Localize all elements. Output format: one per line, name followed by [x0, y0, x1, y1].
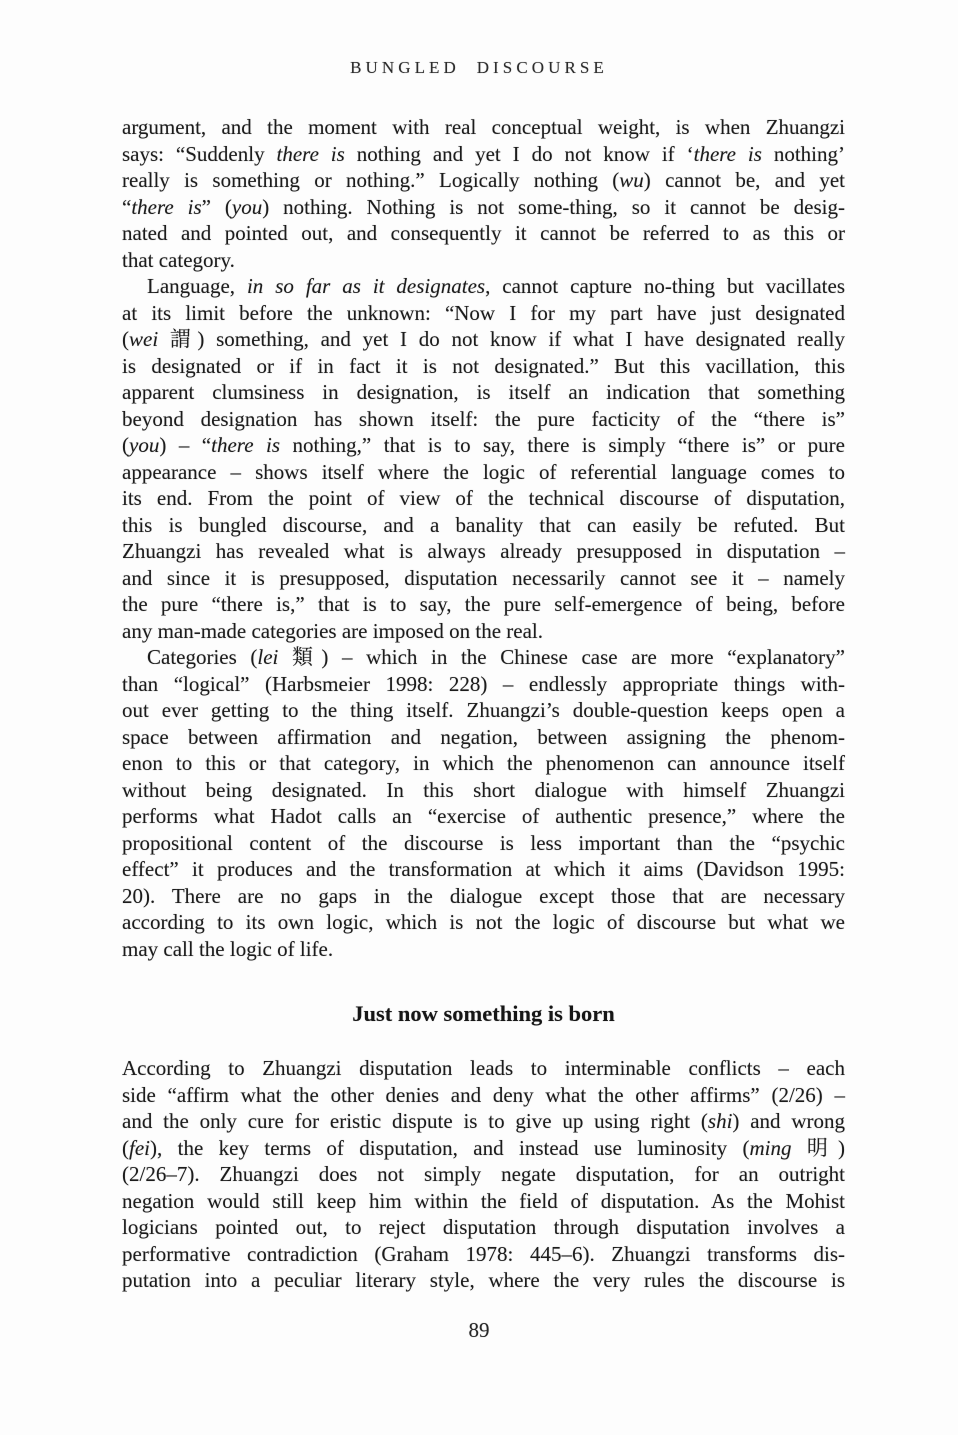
italic-text: ming — [749, 1135, 792, 1160]
body-text: logicians pointed out, to reject disputation through disputation involves a — [122, 1215, 845, 1239]
text-line — [122, 671, 845, 698]
text-line — [122, 1214, 845, 1241]
text-line — [122, 1241, 845, 1268]
body-text: and since it is presupposed, disputation necessarily cannot see it – namely — [122, 565, 845, 590]
body-text: 類) – which in the Chinese case are more “explanatory” — [278, 645, 845, 669]
body-text: (2/26–7). Zhuangzi does not simply negate disputation, for an outright — [122, 1162, 845, 1186]
italic-text: fei — [129, 1135, 150, 1160]
page-number: 89 — [468, 1318, 490, 1342]
paragraph — [122, 1055, 845, 1294]
text-line — [122, 883, 845, 910]
italic-text: there is — [693, 141, 762, 166]
body-text: beyond designation has shown itself: the pure facticity of the “there is” — [122, 406, 845, 431]
text-line — [122, 141, 845, 168]
text-line — [122, 936, 845, 963]
text-line — [122, 459, 845, 486]
body-text: its end. From the point of view of the technical discourse of disputation, — [122, 486, 845, 510]
body-text: that category. — [122, 247, 235, 272]
body-text: performative contradiction (Graham 1978: 445–6). Zhuangzi transforms dis- — [122, 1241, 845, 1266]
text-line — [122, 565, 845, 592]
body-text: nothing,” that is to say, there is simply “there is” or pure — [280, 433, 845, 457]
body-text: Zhuangzi has revealed what is always already presupposed in disputation – — [122, 539, 845, 563]
body-text: ) – “ — [159, 433, 212, 457]
text-line — [122, 1267, 845, 1294]
paragraph — [122, 273, 845, 644]
body-text: 20). There are no gaps in the dialogue except those that are necessary — [122, 883, 845, 908]
text-line — [122, 591, 845, 618]
section-heading: Just now something is born — [352, 1001, 615, 1026]
page-body — [122, 114, 845, 1294]
body-text: enon to this or that category, in which the phenomenon can announce itself — [122, 751, 845, 775]
body-text: and the only cure for eristic dispute is to give up using right ( — [122, 1109, 708, 1133]
italic-text: you — [231, 194, 263, 219]
body-text: ( — [122, 1135, 129, 1160]
body-text: Categories ( — [147, 645, 258, 669]
body-text: ) cannot be, and yet — [643, 168, 845, 192]
body-text: is designated or if in fact it is not designated.” But this vacillation, this — [122, 353, 845, 378]
body-text: ) nothing. Nothing is not some-thing, so it cannot be desig- — [262, 194, 845, 219]
body-text: space between affirmation and negation, between assigning the phenom- — [122, 724, 845, 749]
body-text: the pure “there is,” that is to say, the pure self-emergence of being, before — [122, 592, 845, 616]
text-line — [122, 830, 845, 857]
italic-text: wu — [619, 168, 644, 192]
body-text: appearance – shows itself where the logic of referential language comes to — [122, 459, 845, 484]
text-line — [122, 512, 845, 539]
text-line — [122, 538, 845, 565]
text-line — [122, 1055, 845, 1082]
text-line — [122, 220, 845, 247]
body-text: ( — [122, 327, 129, 351]
body-text: ), the key terms of disputation, and instead use luminosity ( — [150, 1135, 750, 1160]
text-line — [122, 1082, 845, 1109]
text-line — [122, 803, 845, 830]
text-line — [122, 247, 845, 274]
body-text: any man-made categories are imposed on the real. — [122, 618, 543, 643]
italic-text: there is — [131, 194, 202, 219]
body-text: argument, and the moment with real conceptual weight, is when Zhuangzi — [122, 115, 845, 139]
text-line — [122, 1188, 845, 1215]
body-text: may call the logic of life. — [122, 936, 334, 961]
text-line — [122, 432, 845, 459]
body-text: says: “Suddenly — [122, 141, 277, 166]
body-text: nated and pointed out, and consequently it cannot be referred to as this or — [122, 221, 845, 245]
body-text: side “affirm what the other denies and deny what the other affirms” (2/26) – — [122, 1082, 845, 1107]
body-text: at its limit before the unknown: “Now I for my part have just designated — [122, 300, 845, 325]
body-text: negation would still keep him within the field of disputation. As the Mohist — [122, 1188, 845, 1213]
text-line — [122, 909, 845, 936]
text-line — [122, 406, 845, 433]
text-line — [122, 353, 845, 380]
text-line — [122, 194, 845, 221]
body-text: 明) — [791, 1135, 845, 1160]
body-text: out ever getting to the thing itself. Zhuangzi’s double-question keeps open a — [122, 698, 845, 722]
text-line — [122, 273, 845, 300]
text-line — [122, 1108, 845, 1135]
body-text: this is bungled discourse, and a banality that can easily be refuted. But — [122, 512, 845, 537]
text-line — [122, 485, 845, 512]
italic-text: shi — [707, 1109, 733, 1133]
body-text: Language, — [147, 274, 247, 298]
body-text: , cannot capture no-thing but vacillates — [485, 274, 846, 298]
body-text: performs what Hadot calls an “exercise of authentic presence,” where the — [122, 804, 845, 828]
text-line — [122, 750, 845, 777]
text-line — [122, 1135, 845, 1162]
text-line — [122, 618, 845, 645]
text-line — [122, 644, 845, 671]
text-line — [122, 379, 845, 406]
body-text: putation into a peculiar literary style, where the very rules the discourse is — [122, 1268, 845, 1292]
italic-text: wei — [129, 327, 159, 351]
body-text: really is something or nothing.” Logically nothing ( — [122, 168, 620, 192]
italic-text: lei — [257, 645, 279, 669]
text-line — [122, 300, 845, 327]
body-text: without being designated. In this short dialogue with himself Zhuangzi — [122, 777, 845, 802]
paragraph — [122, 114, 845, 273]
body-text: propositional content of the discourse is less important than the “psychic — [122, 830, 845, 855]
body-text: ( — [122, 433, 129, 457]
italic-text: you — [129, 433, 160, 457]
body-text: than “logical” (Harbsmeier 1998: 228) – endlessly appropriate things with- — [122, 671, 845, 696]
body-text: ” ( — [201, 194, 232, 219]
body-text: nothing’ — [761, 141, 846, 166]
text-line — [122, 777, 845, 804]
body-text: nothing and yet I do not know if ‘ — [344, 141, 694, 166]
body-text: “ — [122, 194, 132, 219]
text-line — [122, 326, 845, 353]
running-header: BUNGLED DISCOURSE — [350, 58, 608, 77]
text-line — [122, 856, 845, 883]
body-text: effect” it produces and the transformation at which it aims (Davidson 1995: — [122, 857, 845, 881]
italic-text: there is — [211, 433, 281, 457]
text-line — [122, 724, 845, 751]
body-text: apparent clumsiness in designation, is itself an indication that something — [122, 380, 845, 404]
paragraph — [122, 644, 845, 962]
body-text: According to Zhuangzi disputation leads to interminable conflicts – each — [122, 1056, 845, 1080]
text-line — [122, 114, 845, 141]
body-text: according to its own logic, which is not the logic of discourse but what we — [122, 910, 845, 934]
italic-text: in so far as it designates — [246, 274, 486, 298]
text-line — [122, 167, 845, 194]
body-text: 謂) something, and yet I do not know if what I have designated really — [158, 327, 845, 351]
body-text: ) and wrong — [732, 1109, 845, 1133]
text-line — [122, 1161, 845, 1188]
italic-text: there is — [276, 141, 345, 166]
text-line — [122, 697, 845, 724]
